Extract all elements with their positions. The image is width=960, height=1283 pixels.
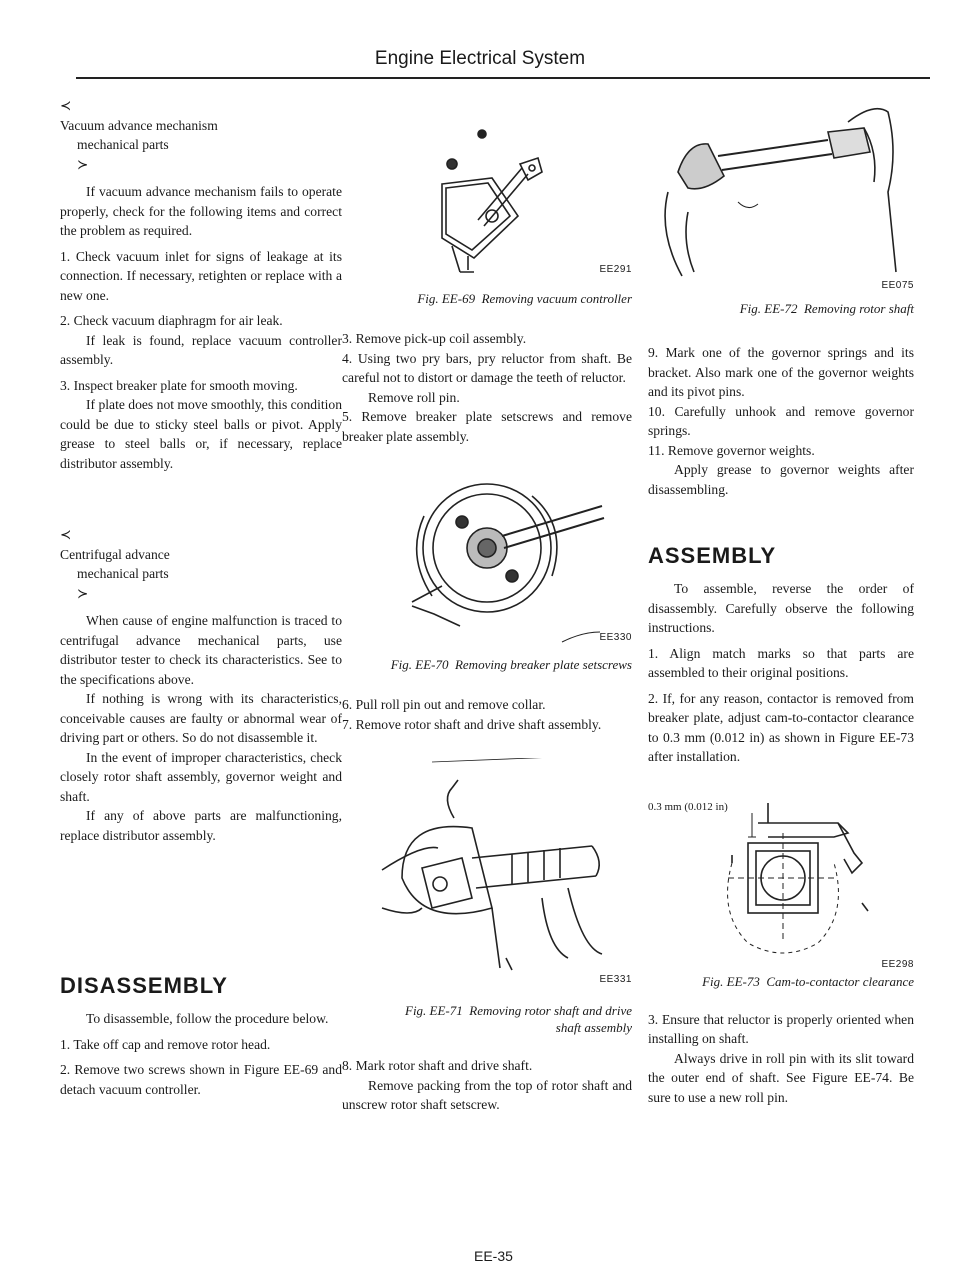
step-11b: Apply grease to governor weights after disassembling. [648, 462, 914, 497]
figure-ee70-code: EE330 [599, 632, 632, 643]
centrifugal-p2: If nothing is wrong with its characteristics, conceivable causes are faulty or abnormal wear of driving part or others. So do not disassemble it. [60, 691, 342, 745]
figure-ee69 [342, 88, 632, 290]
figure-ee71 [342, 758, 632, 1002]
step-11: 11. Remove governor weights. [648, 442, 815, 458]
figure-ee70 [342, 456, 632, 656]
figure-ee69-code: EE291 [599, 264, 632, 275]
page-number: EE-35 [474, 1248, 513, 1264]
vacuum-title-line2: mechanical parts [77, 137, 169, 152]
step-4b: Remove roll pin. [368, 389, 460, 405]
vacuum-step-2: 2. Check vacuum diaphragm for air leak. [60, 313, 283, 328]
angle-left-icon: ≺ [60, 98, 72, 113]
figure-ee71-caption: Fig. EE-71 Removing rotor shaft and drive shaft assembly [405, 1003, 632, 1035]
centrifugal-p3: In the event of improper characteristics, check closely rotor shaft assembly, governor weight and shaft. [60, 749, 342, 804]
disassembly-step-2: 2. Remove two screws shown in Figure EE-69 and detach vacuum controller. [60, 1062, 342, 1097]
figure-ee73-code: EE298 [881, 958, 914, 970]
centrifugal-title-line1: Centrifugal advance [60, 546, 170, 562]
angle-left-icon: ≺ [60, 527, 72, 542]
column-right [648, 92, 914, 1113]
vacuum-step-3b: If plate does not move smoothly, this condition could be due to sticky steel balls or pivot. Apply grease to steel balls or, if necessary, replace distributor assembly. [60, 397, 342, 471]
header-rule [76, 77, 930, 79]
centrifugal-title-line2: mechanical parts [77, 566, 169, 581]
step-8: 8. Mark rotor shaft and drive shaft. [342, 1058, 533, 1073]
step-9: 9. Mark one of the governor springs and its bracket. Also mark one of the governor weights and its pivot pins. [648, 345, 914, 399]
figure-ee73-caption: Fig. EE-73 Cam-to-contactor clearance [702, 973, 914, 989]
column-middle [342, 88, 632, 1121]
column-left [60, 96, 342, 1105]
assembly-step-2: 2. If, for any reason, contactor is removed from breaker plate, adjust cam-to-contactor clearance to 0.3 mm (0.012 in) as shown in Figure EE-73 after installation. [648, 690, 914, 764]
vacuum-controller-illustration [342, 88, 632, 284]
vacuum-step-3: 3. Inspect breaker plate for smooth moving. [60, 377, 298, 393]
assembly-step-3: 3. Ensure that reluctor is properly oriented when installing on shaft. [648, 1011, 914, 1046]
breaker-plate-illustration [342, 456, 632, 652]
step-7: 7. Remove rotor shaft and drive shaft assembly. [342, 716, 602, 732]
section-title-vacuum [60, 96, 342, 174]
disassembly-heading: DISASSEMBLY [60, 973, 228, 998]
step-6: 6. Pull roll pin out and remove collar. [342, 697, 546, 712]
angle-right-icon: ≻ [77, 585, 89, 601]
figure-ee71-code: EE331 [599, 974, 632, 985]
vacuum-step-1: 1. Check vacuum inlet for signs of leakage at its connection. If necessary, retighten or replace with a new one. [60, 248, 342, 303]
figure-ee72-code: EE075 [881, 280, 914, 291]
assembly-heading: ASSEMBLY [648, 543, 777, 568]
clearance-label: 0.3 mm (0.012 in) [648, 800, 728, 813]
vacuum-step-2b: If leak is found, replace vacuum controller assembly. [60, 332, 342, 367]
step-8b: Remove packing from the top of rotor shaft and unscrew rotor shaft setscrew. [342, 1077, 632, 1112]
step-3: 3. Remove pick-up coil assembly. [342, 331, 527, 346]
disassembly-intro: To disassemble, follow the procedure below. [86, 1011, 329, 1026]
figure-ee73 [648, 793, 914, 973]
section-title-centrifugal [60, 525, 342, 603]
step-10: 10. Carefully unhook and remove governor springs. [648, 403, 914, 438]
disassembly-step-1: 1. Take off cap and remove rotor head. [60, 1036, 271, 1052]
step-5: 5. Remove breaker plate setscrews and remove breaker plate assembly. [342, 409, 632, 444]
figure-ee69-caption: Fig. EE-69 Removing vacuum controller [417, 291, 632, 306]
cam-contactor-diagram [648, 793, 914, 969]
remove-rotor-shaft-illustration [648, 92, 914, 288]
angle-right-icon: ≻ [77, 156, 89, 172]
figure-ee70-caption: Fig. EE-70 Removing breaker plate setscrews [390, 657, 632, 672]
rotor-shaft-illustration [342, 758, 632, 998]
figure-ee72 [648, 92, 914, 292]
page-header: Engine Electrical System [374, 48, 586, 69]
centrifugal-p4: If any of above parts are malfunctioning, replace distributor assembly. [60, 808, 342, 843]
assembly-step-1: 1. Align match marks so that parts are assembled to their original positions. [648, 645, 914, 680]
assembly-intro: To assemble, reverse the order of disassembly. Carefully observe the following instructions. [648, 581, 914, 635]
figure-ee72-caption: Fig. EE-72 Removing rotor shaft [739, 301, 914, 316]
vacuum-title-line1: Vacuum advance mechanism [60, 117, 218, 133]
assembly-step-3b: Always drive in roll pin with its slit toward the outer end of shaft. See Figure EE-74. Be sure to use a new roll pin. [648, 1050, 914, 1105]
vacuum-intro: If vacuum advance mechanism fails to operate properly, check for the following items and correct the problem as required. [60, 184, 342, 238]
step-4: 4. Using two pry bars, pry reluctor from shaft. Be careful not to distort or damage the teeth of reluctor. [342, 350, 632, 385]
centrifugal-p1: When cause of engine malfunction is traced to centrifugal advance mechanical parts, use distributor tester to check its characteristics. See to the specifications above. [60, 613, 342, 687]
